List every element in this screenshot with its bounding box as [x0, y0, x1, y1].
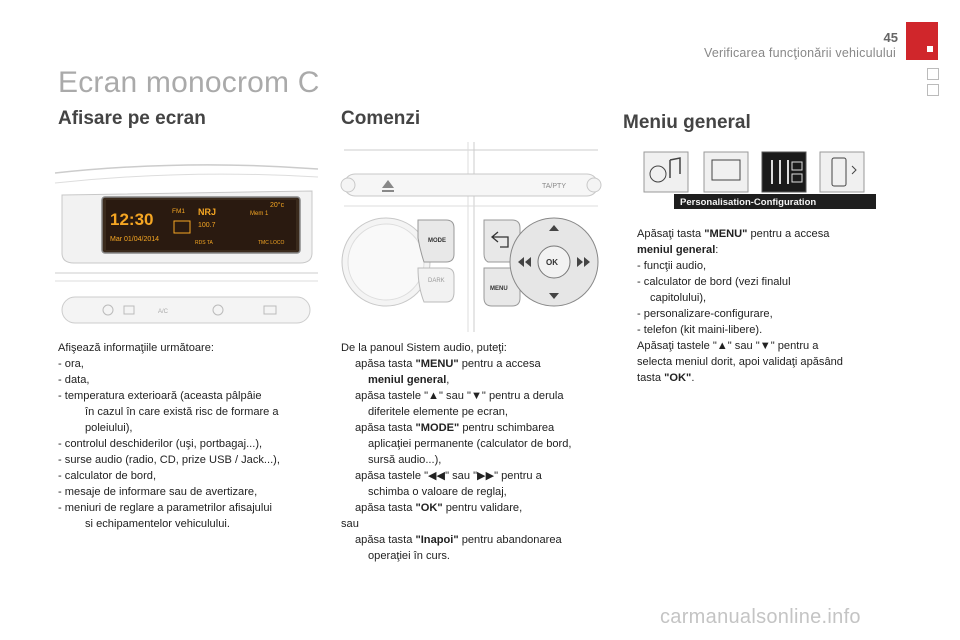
list-item: Afişează informaţiile următoare: — [58, 342, 214, 354]
key-name: "OK" — [415, 502, 443, 514]
nav-box-icon[interactable] — [927, 84, 939, 96]
display-time: 12:30 — [110, 210, 154, 229]
general-menu-illustration — [620, 150, 880, 212]
key-name: "MODE" — [415, 422, 460, 434]
fast-forward-icon: ▶▶ — [477, 470, 495, 482]
key-name: "OK" — [664, 372, 692, 384]
text: apăsa tastele " — [355, 390, 429, 402]
page-title: Ecran monocrom C — [58, 66, 320, 99]
text: sau — [341, 518, 359, 530]
arrow-down-icon: ▼ — [470, 390, 482, 402]
text: : — [715, 244, 719, 256]
svg-text:A/C: A/C — [158, 309, 169, 315]
text: tasta — [637, 372, 665, 384]
list-item: - calculator de bord, — [58, 470, 157, 482]
text: " sau " — [727, 340, 760, 352]
section-title: Verificarea funcţionării vehiculului — [703, 46, 896, 60]
display-info-list — [58, 340, 328, 532]
mode-button-label: MODE — [428, 238, 446, 244]
display-temp: 20°c — [270, 202, 285, 209]
watermark: carmanualsonline.info — [660, 606, 861, 628]
text: pentru schimbarea — [459, 422, 555, 434]
list-item: poleiului), — [85, 422, 133, 434]
page-number: 45 — [883, 30, 898, 45]
key-name: meniul general — [368, 374, 447, 386]
display-rds: RDS TA — [195, 240, 213, 246]
rewind-icon: ◀◀ — [428, 470, 446, 482]
text: pentru a accesa — [747, 228, 830, 240]
chapter-tab[interactable] — [906, 22, 938, 60]
key-name: "Inapoi" — [415, 534, 459, 546]
text: operaţiei în curs. — [368, 550, 451, 562]
text: Apăsaţi tasta — [637, 228, 705, 240]
intro-text: De la panoul Sistem audio, puteţi: — [341, 342, 507, 354]
display-tmc: TMC LOCO — [258, 240, 285, 246]
text: " pentru a — [494, 470, 542, 482]
text: diferitele elemente pe ecran, — [368, 406, 508, 418]
key-name: meniul general — [637, 244, 716, 256]
text: sursă audio...), — [368, 454, 442, 466]
list-item: si echipamentelor vehiculului. — [85, 518, 230, 530]
trip-computer-icon — [704, 152, 748, 192]
heading-meniu: Meniu general — [623, 112, 751, 133]
text: schimba o valoare de reglaj, — [368, 486, 507, 498]
text: apăsa tasta — [355, 422, 416, 434]
text: pentru a accesa — [458, 358, 541, 370]
text: " sau " — [439, 390, 471, 402]
heading-comenzi: Comenzi — [341, 108, 421, 129]
settings-config-icon — [762, 152, 806, 192]
display-band: FM1 — [172, 208, 185, 215]
text: " pentru a derula — [481, 390, 564, 402]
menu-button-label: MENU — [490, 286, 508, 292]
arrow-down-icon: ▼ — [759, 340, 771, 352]
nav-box-icon[interactable] — [927, 68, 939, 80]
text: . — [691, 372, 695, 384]
menu-text — [623, 226, 913, 386]
text: apăsa tasta — [355, 502, 416, 514]
list-item: - ora, — [58, 358, 84, 370]
list-item: - mesaje de informare sau de avertizare, — [58, 486, 258, 498]
arrow-up-icon: ▲ — [428, 390, 439, 402]
display-mem: Mem 1 — [250, 211, 269, 217]
display-freq: 100.7 — [198, 222, 216, 229]
list-item: - meniuri de reglare a parametrilor afisajului — [58, 502, 272, 514]
ok-button-label: OK — [546, 258, 558, 267]
text: " pentru a — [770, 340, 819, 352]
display-station: NRJ — [198, 207, 217, 217]
list-item: capitolului), — [650, 292, 707, 304]
menu-caption: Personalisation-Configuration — [680, 197, 817, 208]
text: selecta meniul dorit, apoi validaţi apăsând — [637, 356, 843, 368]
audio-control-panel-illustration — [336, 142, 606, 332]
list-item: - data, — [58, 374, 90, 386]
text: pentru abandonarea — [458, 534, 562, 546]
text: aplicaţiei permanente (calculator de bord, — [368, 438, 572, 450]
list-item: - calculator de bord (vezi finalul — [637, 276, 791, 288]
list-item: - controlul deschiderilor (uşi, portbagaj...), — [58, 438, 263, 450]
ta-pty-label: TA/PTY — [542, 183, 566, 190]
heading-afisare: Afisare pe ecran — [58, 108, 206, 129]
controls-text — [341, 340, 611, 564]
text: apăsa tastele " — [355, 470, 429, 482]
tab-marker-icon — [927, 46, 933, 52]
list-item: în cazul în care există risc de formare a — [85, 406, 279, 418]
dashboard-display-illustration — [50, 155, 320, 330]
key-name: "MENU" — [704, 228, 748, 240]
arrow-up-icon: ▲ — [716, 340, 728, 352]
text: pentru validare, — [442, 502, 523, 514]
list-item: - personalizare-configurare, — [637, 308, 773, 320]
text: " sau " — [445, 470, 478, 482]
list-item: - temperatura exterioară (aceasta pâlpâie — [58, 390, 262, 402]
text: Apăsaţi tastele " — [637, 340, 717, 352]
list-item: - surse audio (radio, CD, prize USB / Jack...), — [58, 454, 280, 466]
text: , — [446, 374, 450, 386]
text: apăsa tasta — [355, 358, 416, 370]
display-date: Mar 01/04/2014 — [110, 236, 160, 243]
text: apăsa tasta — [355, 534, 416, 546]
key-name: "MENU" — [415, 358, 459, 370]
list-item: - funcţii audio, — [637, 260, 707, 272]
list-item: - telefon (kit maini-libere). — [637, 324, 763, 336]
dark-button-label: DARK — [428, 278, 445, 284]
